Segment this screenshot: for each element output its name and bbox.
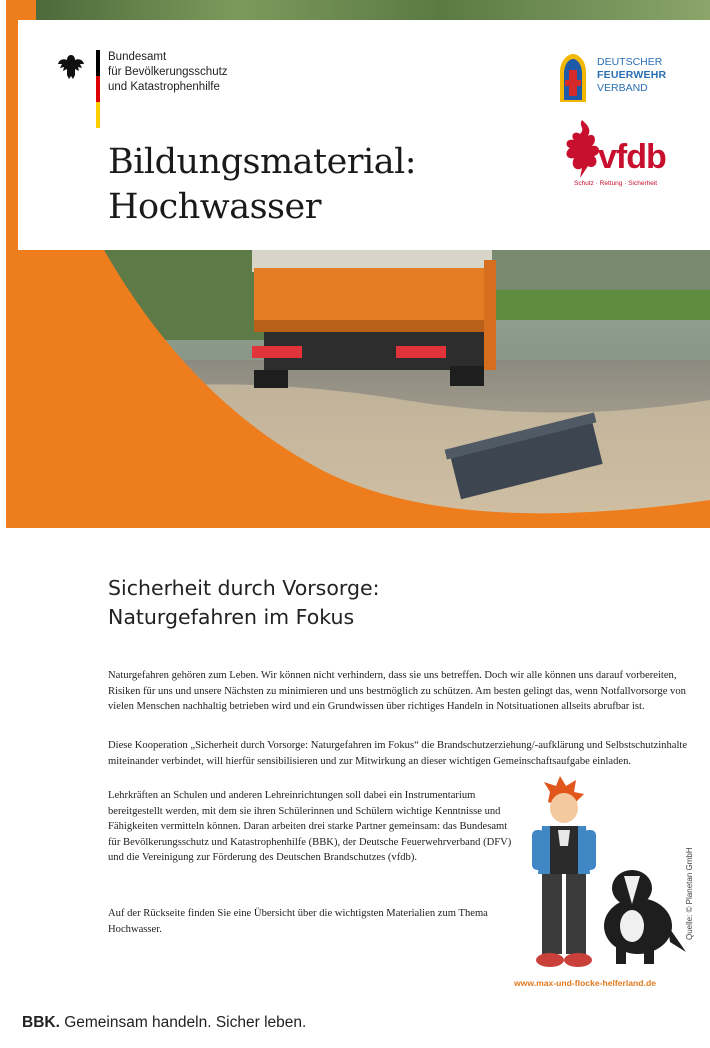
dfv-wordmark xyxy=(597,56,666,95)
image-source-credit: Quelle: © Planetan GmbH xyxy=(685,847,694,940)
subtitle-line-1: Sicherheit durch Vorsorge: xyxy=(108,576,380,600)
section-heading xyxy=(108,574,380,632)
tree-strip xyxy=(36,0,710,20)
bbk-line-2: für Bevölkerungsschutz xyxy=(108,66,228,78)
title-line-1: Bildungsmaterial: xyxy=(108,142,417,182)
footer-tagline: Gemeinsam handeln. Sicher leben. xyxy=(59,1014,307,1031)
vfdb-wordmark: vfdb xyxy=(598,138,666,176)
footer-brand: BBK. xyxy=(22,1014,60,1031)
bbk-line-1: Bundesamt xyxy=(108,51,167,63)
page-title xyxy=(108,140,416,230)
german-flag-bar xyxy=(96,50,100,128)
bbk-wordmark xyxy=(108,50,228,95)
federal-eagle-icon xyxy=(56,52,86,82)
paragraph-intro: Naturgefahren gehören zum Leben. Wir können nicht verhindern, dass sie uns betreffen. Doch wir alle können uns darauf vorbereiten, Risiken für uns und unsere Nächsten zu minimieren und uns bestmöglich zu schützen. Am besten gelingt das, wenn Notfallvorsorge von vielen Menschen nachhaltig betrieben wird und ein Grundwissen über richtiges Handeln in Notsituationen allseits abrufbar ist. xyxy=(108,670,686,712)
dfv-helmet-icon xyxy=(556,52,590,104)
title-line-2: Hochwasser xyxy=(108,187,321,227)
dfv-line-3: VERBAND xyxy=(597,82,648,94)
bbk-line-3: und Katastrophenhilfe xyxy=(108,81,220,93)
website-link[interactable]: www.max-und-flocke-helferland.de xyxy=(514,978,656,988)
max-and-flocke-illustration xyxy=(520,776,690,976)
subtitle-line-2: Naturgefahren im Fokus xyxy=(108,605,355,629)
paragraph-cooperation: Diese Kooperation „Sicherheit durch Vorsorge: Naturgefahren im Fokus“ die Brandschutzerziehung/-aufklärung und Selbstschutzinhalte miteinander verbindet, will hierfür sensibilisieren und zur Mitwirkung an dieser wichtigen Gemeinschaftsaufgabe einladen. xyxy=(108,740,688,767)
paragraph-partners: Lehrkräften an Schulen und anderen Lehreinrichtungen soll dabei ein Instrumentarium bereitgestellt werden, mit dem sie ihren Schülerinnen und Schülern wichtige Kenntnisse und Fähigkeiten vermitteln können. Daran arbeiten drei starke Partner gemeinsam: das Bundesamt für Bevölkerungsschutz und Katastrophenhilfe (BBK), der Deutsche Feuerwehrverband (DFV) und die Vereinigung zur Förderung des Deutschen Brandschutzes (vfdb). xyxy=(108,790,512,863)
dfv-line-1: DEUTSCHER xyxy=(597,56,663,68)
vfdb-tagline: Schutz · Rettung · Sicherheit xyxy=(574,180,658,187)
footer-slogan xyxy=(22,1014,306,1032)
flood-photo xyxy=(104,250,710,528)
paragraph-backside: Auf der Rückseite finden Sie eine Übersicht über die wichtigsten Materialien zum Thema Hochwasser. xyxy=(108,908,488,935)
dfv-line-2: FEUERWEHR xyxy=(597,69,667,81)
